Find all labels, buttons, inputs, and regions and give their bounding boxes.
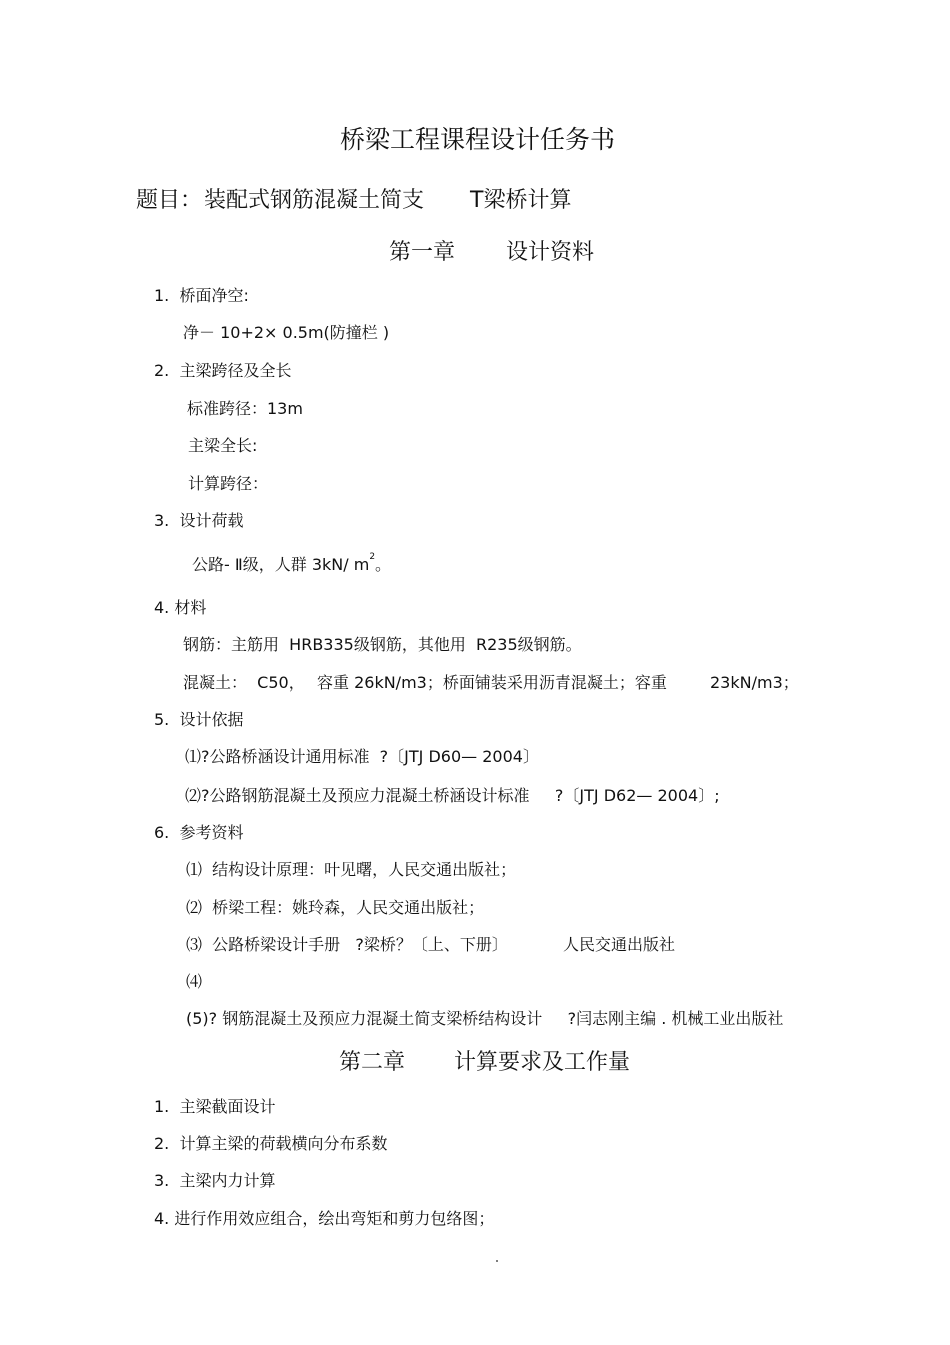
reference-5: (5)? 钢筋混凝土及预应力混凝土简支梁桥结构设计 ?闫志刚主编 . 机械工业出版社 <box>186 1009 784 1028</box>
reference-2: ⑵ 桥梁工程：姚玲森，人民交通出版社； <box>186 898 485 917</box>
design-load-end: 。 <box>375 555 392 574</box>
reference-4: ⑷ <box>186 972 203 991</box>
reference-3: ⑶ 公路桥梁设计手册 ?梁桥？〔上、下册〕 <box>186 935 508 954</box>
section4-heading: 4. 材料 <box>154 598 207 617</box>
reference-1: ⑴ 结构设计原理：叶见曙，人民交通出版社； <box>186 860 517 879</box>
subject-part2: T梁桥计算 <box>470 188 572 213</box>
page-title: 桥梁工程课程设计任务书 <box>340 125 616 154</box>
concrete-grade: 混凝土： C50， <box>183 673 305 692</box>
section5-heading: 5. 设计依据 <box>154 710 244 729</box>
section3-heading: 3. 设计荷载 <box>154 511 244 530</box>
design-basis-1: ⑴?公路桥涵设计通用标准 ?〔JTJ D60— 2004〕 <box>185 747 539 766</box>
concrete-density: 容重 26kN/m3；桥面铺装采用沥青混凝土；容重 <box>317 673 667 692</box>
subject-label: 题目： <box>136 188 203 213</box>
subject-part1: 装配式钢筋混凝土简支 <box>204 188 425 213</box>
reference-3-publisher: 人民交通出版社 <box>563 935 676 954</box>
paving-density: 23kN/m3； <box>710 673 799 692</box>
design-basis-2: ⑵?公路钢筋混凝土及预应力混凝土桥涵设计标准 ?〔JTJ D62— 2004〕; <box>185 786 720 805</box>
page-dot <box>496 1260 498 1262</box>
chapter1-title: 设计资料 <box>506 240 595 265</box>
girder-full-length: 主梁全长: <box>188 436 258 455</box>
design-load-text: 公路- Ⅱ级，人群 3kN/ m <box>192 555 370 574</box>
chapter2-title: 计算要求及工作量 <box>454 1050 631 1075</box>
task-item: 4. 进行作用效应组合，绘出弯矩和剪力包络图； <box>154 1209 495 1228</box>
design-load-exponent: 2 <box>369 552 376 562</box>
chapter2-number: 第二章 <box>339 1050 406 1075</box>
task-item: 2. 计算主梁的荷载横向分布系数 <box>154 1134 388 1153</box>
design-load <box>192 552 392 574</box>
section6-heading: 6. 参考资料 <box>154 823 244 842</box>
section1-heading: 1. 桥面净空: <box>154 286 249 305</box>
chapter1-number: 第一章 <box>389 240 456 265</box>
deck-clearance: 净－ 10+2× 0.5m(防撞栏 ) <box>183 323 390 342</box>
task-item: 1. 主梁截面设计 <box>154 1097 276 1116</box>
task-item: 3. 主梁内力计算 <box>154 1171 276 1190</box>
standard-span: 标准跨径：13m <box>187 399 303 418</box>
calc-span: 计算跨径： <box>188 474 269 493</box>
section2-heading: 2. 主梁跨径及全长 <box>154 361 292 380</box>
steel-material: 钢筋：主筋用 HRB335级钢筋，其他用 R235级钢筋。 <box>183 635 582 654</box>
